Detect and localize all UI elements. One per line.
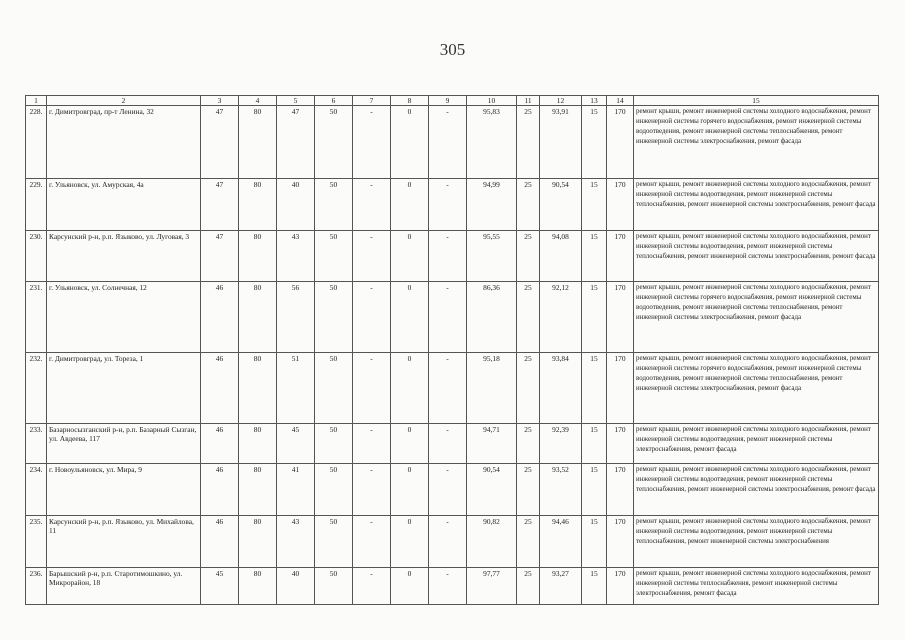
address: Карсунский р-н, р.п. Языково, ул. Михайлова, 11: [47, 516, 201, 568]
col-11: 25: [517, 231, 540, 282]
col-5: 51: [277, 353, 315, 424]
table-row: [26, 568, 879, 605]
row-number: 236.: [26, 568, 47, 605]
col-11: 25: [517, 353, 540, 424]
col-6: 50: [315, 179, 353, 231]
col-7: -: [353, 231, 391, 282]
table-row: [26, 353, 879, 424]
col-7: -: [353, 568, 391, 605]
col-7: -: [353, 106, 391, 179]
col-4: 80: [239, 231, 277, 282]
col-5: 43: [277, 231, 315, 282]
col-6: 50: [315, 464, 353, 516]
row-number: 235.: [26, 516, 47, 568]
col-6: 50: [315, 424, 353, 464]
col-5: 45: [277, 424, 315, 464]
col-10: 90,82: [467, 516, 517, 568]
col-8: 0: [391, 231, 429, 282]
col-12: 94,08: [540, 231, 582, 282]
column-header: 11: [517, 96, 540, 106]
col-14: 170: [607, 353, 634, 424]
col-13: 15: [582, 282, 607, 353]
col-11: 25: [517, 464, 540, 516]
col-9: -: [429, 179, 467, 231]
col-9: -: [429, 231, 467, 282]
col-10: 94,71: [467, 424, 517, 464]
col-10: 90,54: [467, 464, 517, 516]
col-14: 170: [607, 424, 634, 464]
col-7: -: [353, 516, 391, 568]
address: г. Димитровград, ул. Тореза, 1: [47, 353, 201, 424]
col-4: 80: [239, 464, 277, 516]
col-7: -: [353, 179, 391, 231]
row-number: 230.: [26, 231, 47, 282]
col-8: 0: [391, 568, 429, 605]
col-10: 95,18: [467, 353, 517, 424]
col-9: -: [429, 568, 467, 605]
repair-works: ремонт крыши, ремонт инженерной системы холодного водоснабжения, ремонт инженерной системы горячего водоснабжения, ремонт инженерной системы водоотведения, ремонт инженерной системы теплоснабжения, ремонт инженерной системы электроснабжения, ремонт фасада: [634, 353, 879, 424]
col-6: 50: [315, 282, 353, 353]
column-header: 8: [391, 96, 429, 106]
col-11: 25: [517, 179, 540, 231]
col-5: 43: [277, 516, 315, 568]
address: г. Димитровград, пр-т Ленина, 32: [47, 106, 201, 179]
row-number: 234.: [26, 464, 47, 516]
col-11: 25: [517, 106, 540, 179]
column-header: 13: [582, 96, 607, 106]
row-number: 228.: [26, 106, 47, 179]
col-4: 80: [239, 568, 277, 605]
column-header: 9: [429, 96, 467, 106]
col-6: 50: [315, 106, 353, 179]
address: Базарносызганский р-н, р.п. Базарный Сызган, ул. Авдеева, 117: [47, 424, 201, 464]
repair-works: ремонт крыши, ремонт инженерной системы холодного водоснабжения, ремонт инженерной системы теплоснабжения, ремонт инженерной системы электроснабжения, ремонт фасада: [634, 568, 879, 605]
col-3: 46: [201, 464, 239, 516]
column-header: 7: [353, 96, 391, 106]
column-header: 4: [239, 96, 277, 106]
row-number: 231.: [26, 282, 47, 353]
col-8: 0: [391, 282, 429, 353]
col-3: 47: [201, 179, 239, 231]
col-14: 170: [607, 568, 634, 605]
col-8: 0: [391, 353, 429, 424]
col-10: 95,55: [467, 231, 517, 282]
repair-works: ремонт крыши, ремонт инженерной системы холодного водоснабжения, ремонт инженерной системы водоотведения, ремонт инженерной системы теплоснабжения, ремонт инженерной системы электроснабжения, ремонт фасада: [634, 231, 879, 282]
col-8: 0: [391, 464, 429, 516]
column-header: 2: [47, 96, 201, 106]
col-10: 86,36: [467, 282, 517, 353]
col-10: 94,99: [467, 179, 517, 231]
col-3: 45: [201, 568, 239, 605]
col-9: -: [429, 464, 467, 516]
col-5: 56: [277, 282, 315, 353]
col-9: -: [429, 106, 467, 179]
col-14: 170: [607, 179, 634, 231]
col-3: 47: [201, 106, 239, 179]
address: г. Ульяновск, ул. Амурская, 4а: [47, 179, 201, 231]
col-9: -: [429, 424, 467, 464]
col-7: -: [353, 464, 391, 516]
table-row: [26, 106, 879, 179]
col-3: 46: [201, 353, 239, 424]
col-12: 93,91: [540, 106, 582, 179]
col-3: 47: [201, 231, 239, 282]
col-3: 46: [201, 424, 239, 464]
col-5: 40: [277, 568, 315, 605]
table-row: [26, 424, 879, 464]
col-8: 0: [391, 516, 429, 568]
col-4: 80: [239, 424, 277, 464]
col-12: 92,12: [540, 282, 582, 353]
housing-repair-table: [25, 95, 879, 605]
table-row: [26, 516, 879, 568]
col-4: 80: [239, 179, 277, 231]
address: Барышский р-н, р.п. Старотимошкино, ул. Микрорайон, 18: [47, 568, 201, 605]
column-header: 10: [467, 96, 517, 106]
address: г. Новоульяновск, ул. Мира, 9: [47, 464, 201, 516]
col-14: 170: [607, 106, 634, 179]
column-header: 5: [277, 96, 315, 106]
col-12: 93,84: [540, 353, 582, 424]
col-11: 25: [517, 568, 540, 605]
column-header: 14: [607, 96, 634, 106]
col-7: -: [353, 282, 391, 353]
column-header: 3: [201, 96, 239, 106]
col-6: 50: [315, 516, 353, 568]
col-3: 46: [201, 516, 239, 568]
col-4: 80: [239, 106, 277, 179]
col-7: -: [353, 353, 391, 424]
col-10: 97,77: [467, 568, 517, 605]
repair-works: ремонт крыши, ремонт инженерной системы холодного водоснабжения, ремонт инженерной системы водоотведения, ремонт инженерной системы теплоснабжения, ремонт инженерной системы электроснабжения, ремонт фасада: [634, 464, 879, 516]
column-header: 1: [26, 96, 47, 106]
col-13: 15: [582, 568, 607, 605]
repair-works: ремонт крыши, ремонт инженерной системы холодного водоснабжения, ремонт инженерной системы водоотведения, ремонт инженерной системы теплоснабжения, ремонт инженерной системы электроснабжения: [634, 516, 879, 568]
address: г. Ульяновск, ул. Солнечная, 12: [47, 282, 201, 353]
col-5: 41: [277, 464, 315, 516]
col-12: 90,54: [540, 179, 582, 231]
table-row: [26, 282, 879, 353]
col-14: 170: [607, 282, 634, 353]
row-number: 229.: [26, 179, 47, 231]
repair-works: ремонт крыши, ремонт инженерной системы холодного водоснабжения, ремонт инженерной системы горячего водоснабжения, ремонт инженерной системы водоотведения, ремонт инженерной системы теплоснабжения, ремонт инженерной системы электроснабжения, ремонт фасада: [634, 282, 879, 353]
col-13: 15: [582, 424, 607, 464]
col-13: 15: [582, 464, 607, 516]
col-13: 15: [582, 353, 607, 424]
col-11: 25: [517, 516, 540, 568]
page-number: 305: [439, 40, 466, 59]
col-7: -: [353, 424, 391, 464]
col-6: 50: [315, 231, 353, 282]
address: Карсунский р-н, р.п. Языково, ул. Луговая, 3: [47, 231, 201, 282]
column-number-row: [26, 96, 879, 106]
col-5: 40: [277, 179, 315, 231]
col-11: 25: [517, 282, 540, 353]
table-row: [26, 179, 879, 231]
col-14: 170: [607, 464, 634, 516]
col-4: 80: [239, 516, 277, 568]
col-12: 94,46: [540, 516, 582, 568]
col-13: 15: [582, 106, 607, 179]
repair-works: ремонт крыши, ремонт инженерной системы холодного водоснабжения, ремонт инженерной системы водоотведения, ремонт инженерной системы теплоснабжения, ремонт инженерной системы электроснабжения, ремонт фасада: [634, 179, 879, 231]
col-4: 80: [239, 282, 277, 353]
col-13: 15: [582, 179, 607, 231]
col-12: 93,52: [540, 464, 582, 516]
repair-works: ремонт крыши, ремонт инженерной системы холодного водоснабжения, ремонт инженерной системы водоотведения, ремонт инженерной системы электроснабжения, ремонт фасада: [634, 424, 879, 464]
table-row: [26, 464, 879, 516]
col-8: 0: [391, 424, 429, 464]
col-6: 50: [315, 568, 353, 605]
col-14: 170: [607, 516, 634, 568]
col-13: 15: [582, 516, 607, 568]
col-12: 92,39: [540, 424, 582, 464]
col-9: -: [429, 516, 467, 568]
row-number: 233.: [26, 424, 47, 464]
col-5: 47: [277, 106, 315, 179]
col-9: -: [429, 282, 467, 353]
col-14: 170: [607, 231, 634, 282]
col-13: 15: [582, 231, 607, 282]
col-8: 0: [391, 106, 429, 179]
column-header: 6: [315, 96, 353, 106]
col-12: 93,27: [540, 568, 582, 605]
row-number: 232.: [26, 353, 47, 424]
column-header: 12: [540, 96, 582, 106]
col-9: -: [429, 353, 467, 424]
col-8: 0: [391, 179, 429, 231]
table-row: [26, 231, 879, 282]
col-11: 25: [517, 424, 540, 464]
col-4: 80: [239, 353, 277, 424]
col-10: 95,83: [467, 106, 517, 179]
column-header: 15: [634, 96, 879, 106]
col-6: 50: [315, 353, 353, 424]
repair-works: ремонт крыши, ремонт инженерной системы холодного водоснабжения, ремонт инженерной системы горячего водоснабжения, ремонт инженерной системы водоотведения, ремонт инженерной системы теплоснабжения, ремонт инженерной системы электроснабжения, ремонт фасада: [634, 106, 879, 179]
col-3: 46: [201, 282, 239, 353]
